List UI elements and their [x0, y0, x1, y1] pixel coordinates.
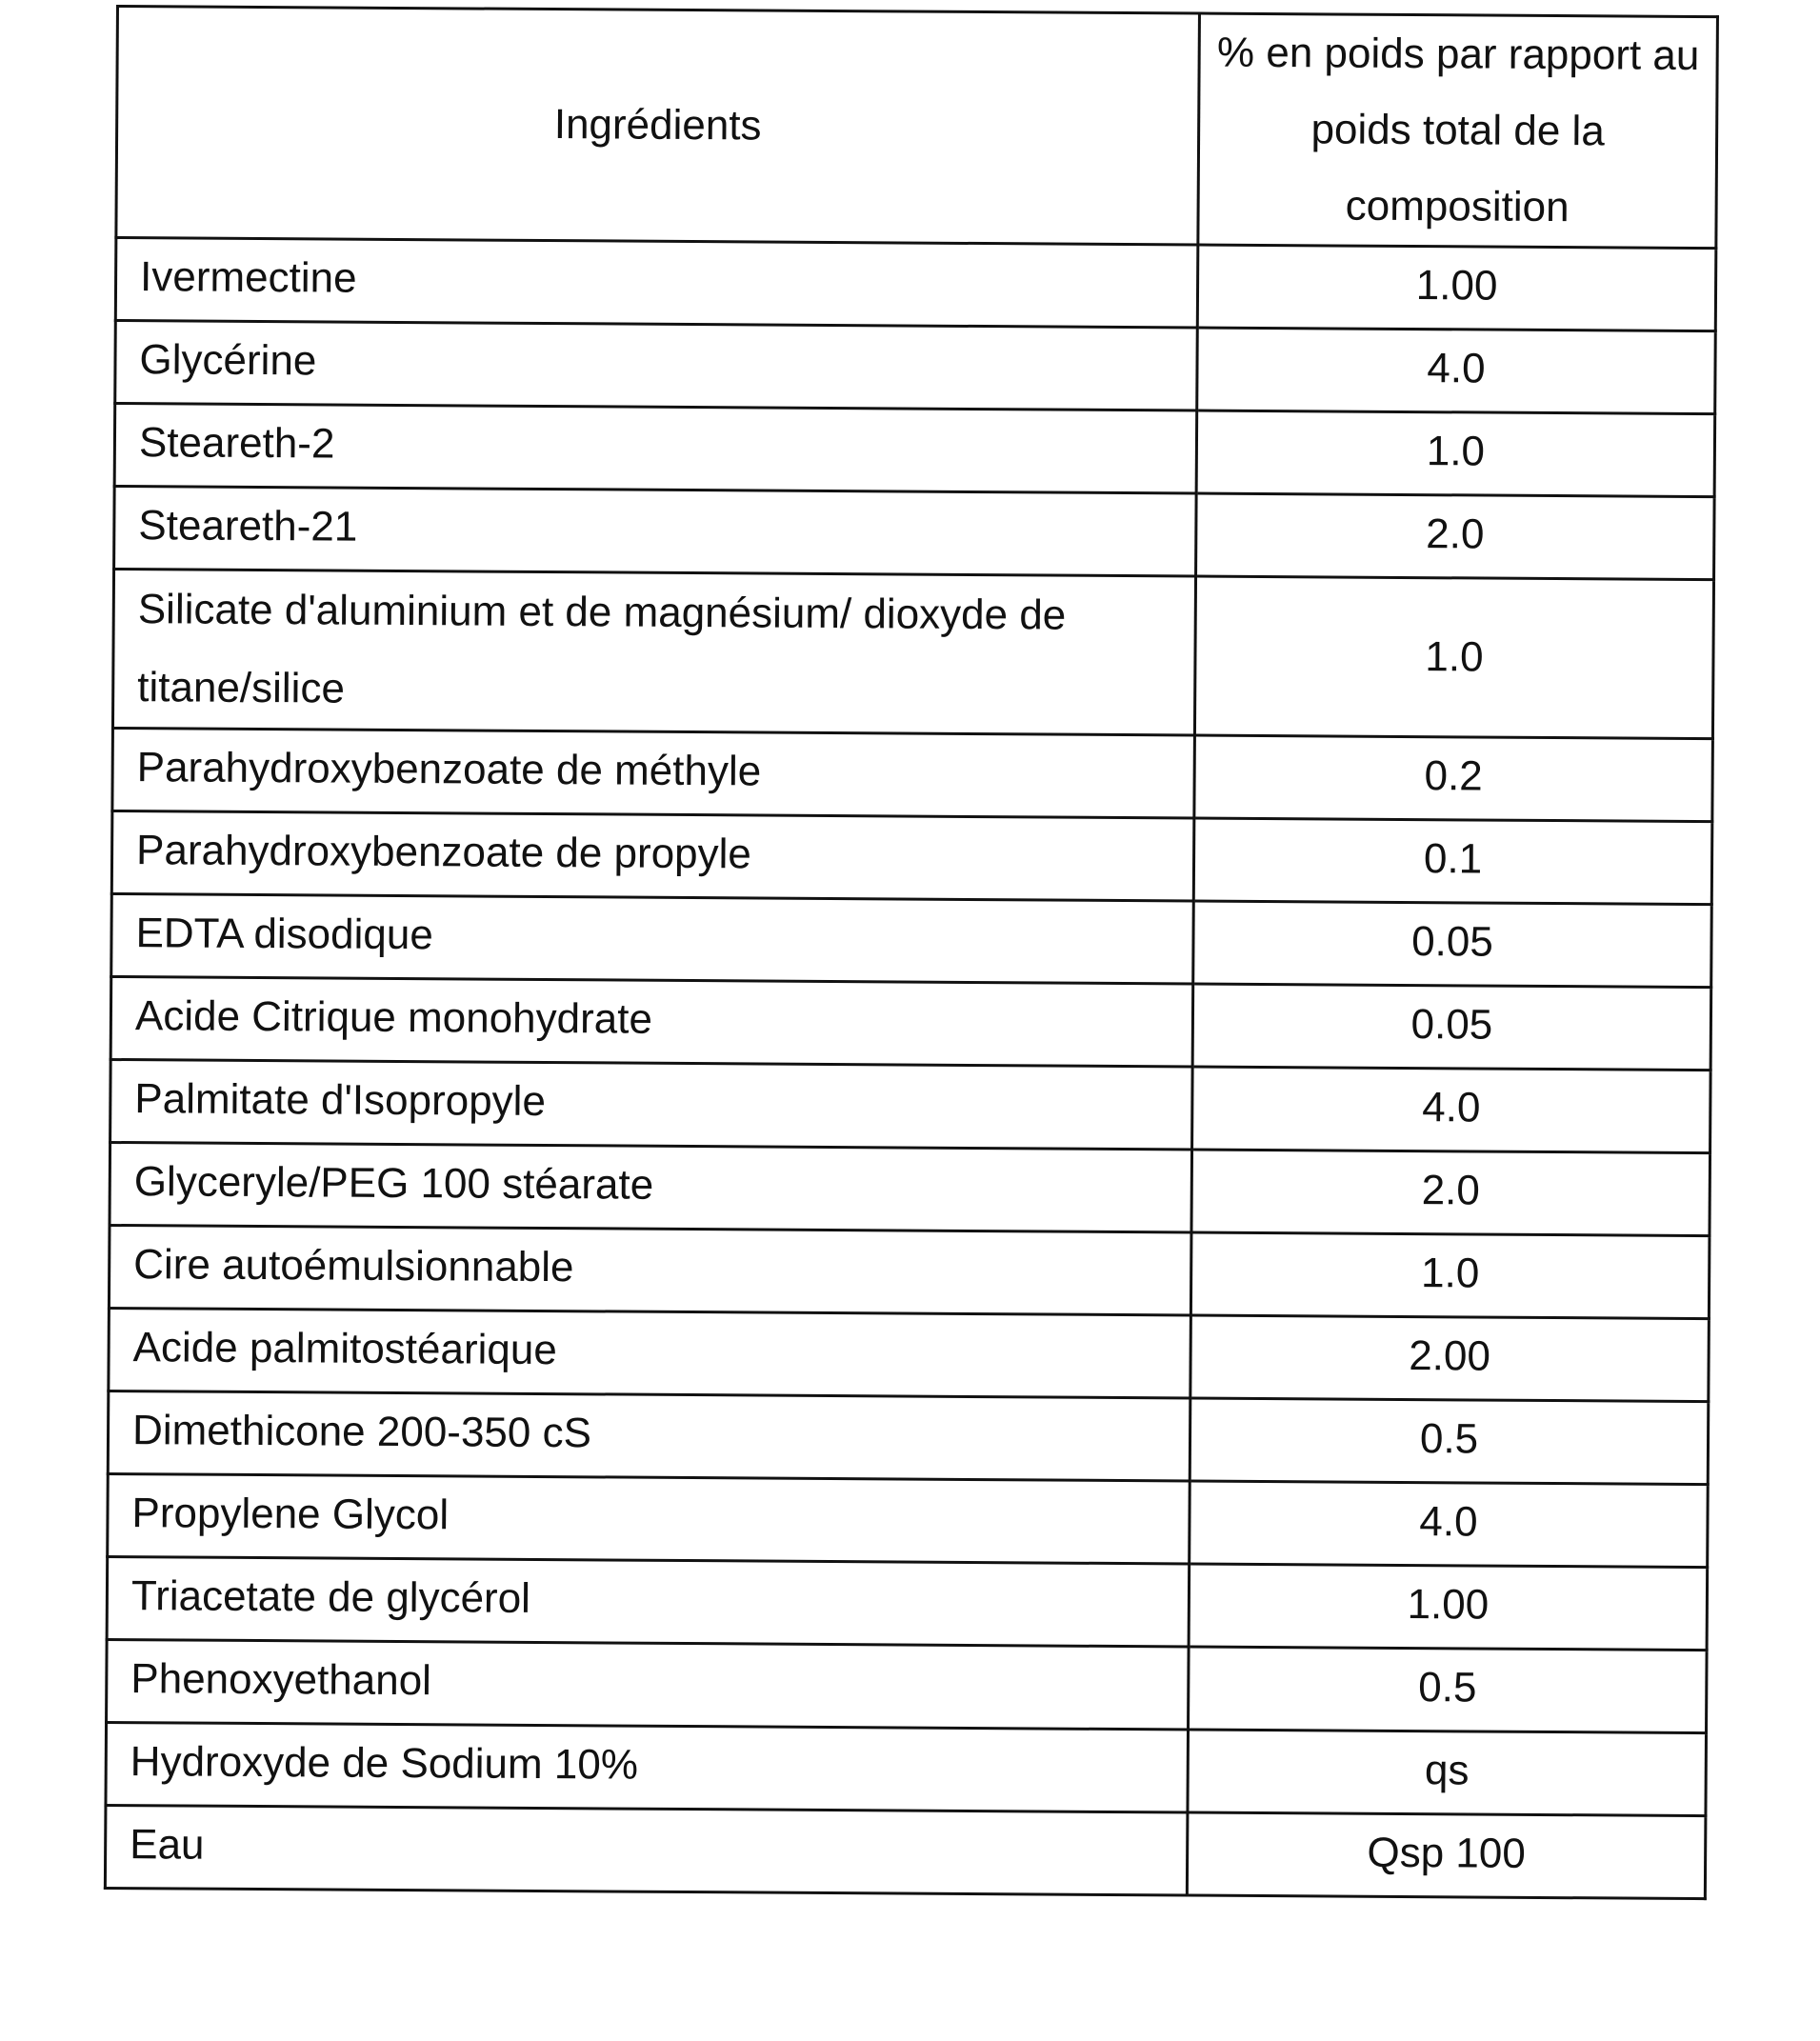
table-row: [111, 810, 1712, 904]
ingredient-cell: Ivermectine: [115, 238, 1198, 329]
table-row: [112, 728, 1713, 821]
ingredient-cell: Steareth-21: [114, 486, 1197, 576]
ingredient-cell: Phenoxyethanol: [107, 1639, 1190, 1730]
table-row: [109, 1225, 1710, 1318]
ingredient-cell: Triacetate de glycérol: [107, 1556, 1190, 1647]
ingredient-cell: Eau: [105, 1805, 1188, 1895]
percent-cell: 0.05: [1193, 901, 1712, 988]
table-row: [105, 1805, 1706, 1898]
table-row: [115, 238, 1716, 331]
ingredient-cell: EDTA disodique: [111, 893, 1194, 984]
ingredients-table: [104, 5, 1719, 1900]
percent-cell: 1.0: [1190, 1232, 1710, 1319]
ingredients-column-header: Ingrédients: [116, 7, 1200, 246]
percent-cell: 4.0: [1192, 1067, 1711, 1153]
percent-cell: 0.5: [1189, 1647, 1708, 1733]
percent-cell: 4.0: [1197, 328, 1716, 414]
table-row: [114, 486, 1715, 579]
percent-cell: qs: [1188, 1730, 1707, 1816]
table-row: [110, 976, 1711, 1070]
percent-cell: 2.0: [1191, 1150, 1710, 1236]
percent-cell: 2.0: [1196, 493, 1715, 580]
table-row: [109, 1308, 1710, 1401]
percent-cell: 0.05: [1192, 984, 1711, 1071]
table-row: [115, 321, 1716, 414]
ingredient-cell: Dimethicone 200-350 cS: [108, 1391, 1190, 1481]
percent-cell: 1.0: [1194, 576, 1713, 739]
table-header-row: [116, 7, 1718, 249]
table-row: [110, 1142, 1710, 1235]
ingredient-cell: Glycérine: [115, 321, 1198, 411]
percent-cell: Qsp 100: [1187, 1812, 1706, 1899]
table-row: [112, 569, 1713, 738]
ingredient-cell: Glyceryle/PEG 100 stéarate: [110, 1142, 1192, 1232]
ingredient-cell: Parahydroxybenzoate de propyle: [111, 810, 1194, 901]
percent-cell: 1.00: [1197, 245, 1716, 331]
ingredient-cell: Steareth-2: [114, 404, 1197, 494]
percent-cell: 2.00: [1190, 1315, 1710, 1402]
percent-cell: 1.0: [1196, 410, 1715, 497]
percent-column-header: % en poids par rapport au poids total de la composition: [1198, 13, 1718, 249]
table-row: [110, 1059, 1711, 1152]
table-row: [108, 1391, 1709, 1484]
table-row: [107, 1639, 1708, 1732]
table-row: [114, 404, 1715, 497]
ingredient-cell: Cire autoémulsionnable: [109, 1225, 1191, 1315]
ingredient-cell: Palmitate d'Isopropyle: [110, 1059, 1193, 1150]
table-row: [106, 1722, 1707, 1815]
table-row: [107, 1556, 1708, 1650]
percent-cell: 4.0: [1190, 1481, 1709, 1568]
percent-cell: 1.00: [1189, 1564, 1708, 1651]
percent-cell: 0.1: [1193, 818, 1712, 905]
table-row: [111, 893, 1712, 987]
ingredient-cell: Parahydroxybenzoate de méthyle: [112, 728, 1195, 818]
table-row: [108, 1473, 1709, 1567]
ingredient-cell: Propylene Glycol: [108, 1473, 1190, 1564]
ingredient-cell: Silicate d'aluminium et de magnésium/ dioxyde de titane/silice: [112, 569, 1195, 735]
percent-cell: 0.5: [1190, 1398, 1709, 1485]
percent-cell: 0.2: [1194, 735, 1713, 822]
ingredient-cell: Hydroxyde de Sodium 10%: [106, 1722, 1189, 1812]
ingredient-cell: Acide palmitostéarique: [109, 1308, 1191, 1398]
ingredient-cell: Acide Citrique monohydrate: [110, 976, 1193, 1067]
